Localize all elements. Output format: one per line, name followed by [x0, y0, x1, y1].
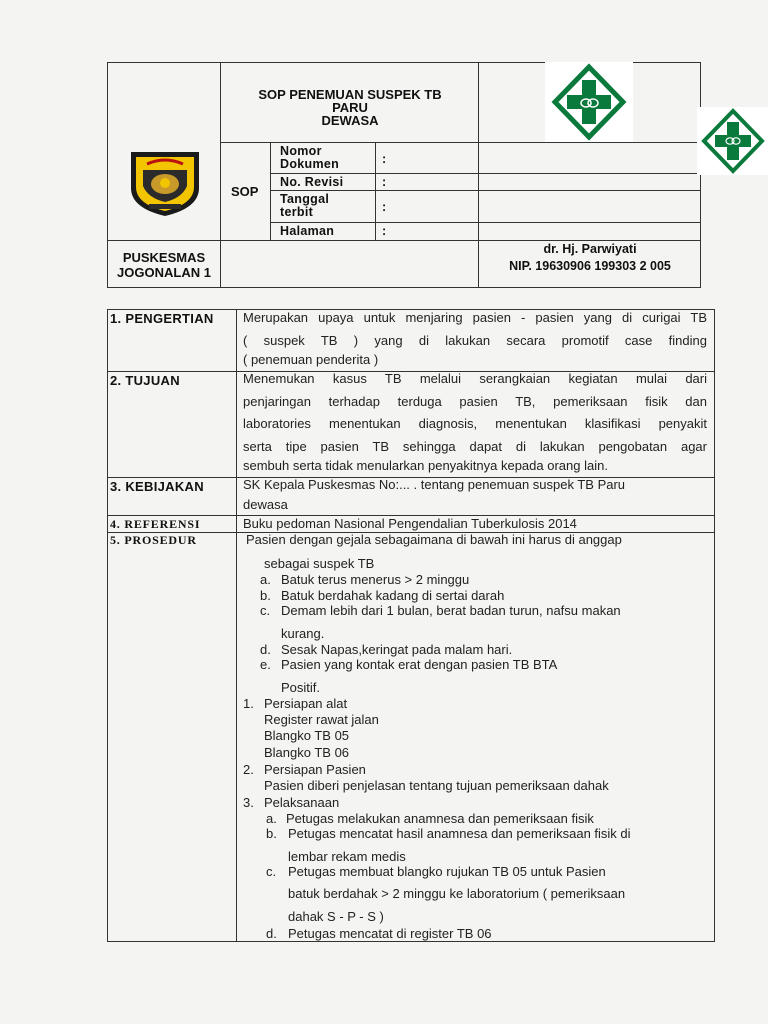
list-item-continuation: dahak S - P - S ) [288, 909, 384, 924]
signer-block [480, 242, 700, 274]
list-item-continuation: batuk berdahak > 2 minggu ke laboratorium ( pemeriksaan [288, 886, 626, 901]
list-marker: d. [260, 642, 271, 657]
list-marker: b. [260, 588, 271, 603]
section-label-prosedur: 5. PROSEDUR [110, 533, 197, 547]
list-item: Demam lebih dari 1 bulan, berat badan turun, nafsu makan [281, 603, 621, 618]
section-text-pengertian: Merupakan upaya untuk menjaring pasien - pasien yang di curigai TB ( suspek TB ) yang di lakukan secara promotif case finding ( penemuan penderita ) [243, 310, 707, 367]
list-item: Petugas melakukan anamnesa dan pemeriksaan fisik [286, 811, 594, 826]
signer-name: dr. Hj. Parwiyati [543, 242, 637, 256]
meta-label-tanggal-terbit: Tanggal terbit [280, 192, 330, 219]
list-marker: d. [266, 926, 277, 941]
list-item: Petugas mencatat hasil anamnesa dan pemeriksaan fisik di [288, 826, 631, 841]
institution-name: PUSKESMAS JOGONALAN 1 [117, 250, 211, 280]
document-title: SOP PENEMUAN SUSPEK TB PARU DEWASA [258, 87, 442, 128]
meta-colon: : [382, 175, 387, 189]
list-item: Batuk berdahak kadang di sertai darah [281, 588, 505, 603]
list-item: Petugas membuat blangko rujukan TB 05 untuk Pasien [288, 864, 606, 879]
step-item: Pasien diberi penjelasan tentang tujuan pemeriksaan dahak [264, 778, 609, 793]
sop-label: SOP [231, 184, 259, 199]
list-item-continuation: kurang. [281, 626, 325, 641]
meta-label-no-revisi: No. Revisi [280, 175, 344, 189]
regional-emblem-logo [127, 148, 203, 218]
list-marker: c. [260, 603, 271, 618]
step-item: Blangko TB 05 [264, 728, 350, 743]
step-title: Persiapan alat [264, 696, 348, 711]
section-text-tujuan: Menemukan kasus TB melalui serangkaian kegiatan mulai dari penjaringan terhadap terduga pasien TB, pemeriksaan fisik dan laboratories menentukan diagnosis, menentukan klasifikasi penyakit serta tipe pasien TB sehingga dapat di lakukan pengobatan agar sembuh serta tidak menularkan penyakitnya kepada orang lain. [243, 371, 707, 473]
step-item: Blangko TB 06 [264, 745, 350, 760]
list-item-continuation: Positif. [281, 680, 321, 695]
puskesmas-logo [545, 62, 633, 142]
step-title: Pelaksanaan [264, 795, 340, 810]
meta-label-nomor-dokumen: Nomor Dokumen [280, 144, 340, 171]
meta-label-halaman: Halaman [280, 224, 335, 238]
step-title: Persiapan Pasien [264, 762, 366, 777]
step-marker: 2. [243, 762, 254, 777]
section-label-kebijakan: 3. KEBIJAKAN [110, 479, 204, 494]
list-marker: a. [260, 572, 271, 587]
prosedur-intro-line: sebagai suspek TB [264, 556, 375, 571]
list-item-continuation: lembar rekam medis [288, 849, 406, 864]
list-item: Petugas mencatat di register TB 06 [288, 926, 492, 941]
list-item: Sesak Napas,keringat pada malam hari. [281, 642, 513, 657]
meta-colon: : [382, 200, 387, 214]
list-marker: a. [266, 811, 277, 826]
puskesmas-logo-small [697, 107, 768, 175]
list-item: Pasien yang kontak erat dengan pasien TB BTA [281, 657, 558, 672]
step-item: Register rawat jalan [264, 712, 379, 727]
list-marker: c. [266, 864, 277, 879]
signer-nip: NIP. 19630906 199303 2 005 [509, 259, 671, 273]
section-text-kebijakan: SK Kepala Puskesmas No:... . tentang penemuan suspek TB Paru dewasa [243, 477, 626, 512]
step-marker: 1. [243, 696, 254, 711]
meta-colon: : [382, 152, 387, 166]
section-label-pengertian: 1. PENGERTIAN [110, 311, 214, 326]
section-label-tujuan: 2. TUJUAN [110, 373, 180, 388]
list-marker: e. [260, 657, 271, 672]
list-marker: b. [266, 826, 277, 841]
section-label-referensi: 4. REFERENSI [110, 517, 201, 531]
meta-colon: : [382, 224, 387, 238]
section-text-referensi: Buku pedoman Nasional Pengendalian Tuberkulosis 2014 [243, 516, 577, 531]
list-item: Batuk terus menerus > 2 minggu [281, 572, 470, 587]
prosedur-intro-line: Pasien dengan gejala sebagaimana di bawah ini harus di anggap [246, 532, 622, 547]
step-marker: 3. [243, 795, 254, 810]
